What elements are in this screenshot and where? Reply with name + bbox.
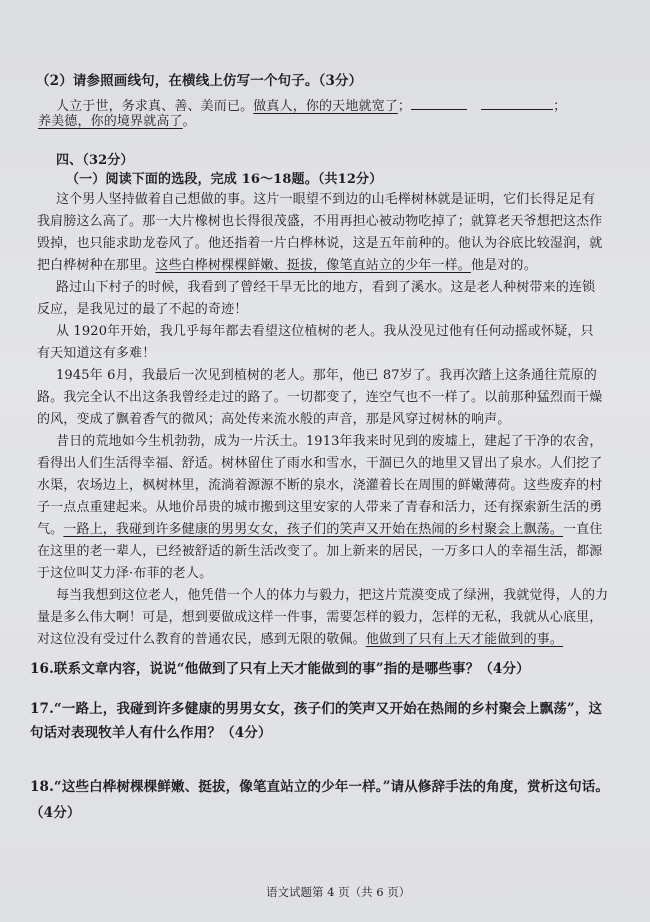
passage-line-6: 反应，是我见过的最了不起的奇迹！ <box>37 302 248 317</box>
section-sub-heading: （一）阅读下面的选段，完成 16～18题。（共12分） <box>66 172 383 187</box>
passage-line-16-start: 气。 <box>37 522 64 537</box>
q2-end-2: 。 <box>182 114 196 129</box>
passage-line-12: 昔日的荒地如今生机勃勃，成为一片沃土。1913年我来时见到的废墟上，建起了干净的农舍， <box>56 434 603 449</box>
question-17-line-2: 句话对表现牧羊人有什么作用？（4分） <box>30 725 272 741</box>
passage-line-15: 子一点点重建起来。从地价昂贵的城市搬到这里安家的人带来了青春和活力，还有探索新生活的勇 <box>37 500 603 515</box>
passage-line-21 <box>37 631 563 649</box>
passage-line-4-end: 他是对的。 <box>470 258 537 273</box>
passage-line-19: 每当我想到这位老人，他凭借一个人的体力与毅力，把这片荒漠变成了绿洲，我就觉得，人的力 <box>56 588 609 603</box>
passage-line-2: 我肩膀这么高了。那一大片橡树也长得很茂盛，不用再担心被动物吃掉了；就算老天爷想把这杰作 <box>37 214 603 229</box>
question-17-line-1: 17.“一路上，我碰到许多健康的男男女女，孩子们的笑声又开始在热闹的乡村聚会上飘荡”，这 <box>30 701 603 717</box>
heaven-sentence: 他做到了只有上天才能做到的事。 <box>365 632 564 647</box>
question-16: 16.联系文章内容，说说“他做到了只有上天才能做到的事”指的是哪些事？（4分） <box>30 661 530 677</box>
passage-line-9: 1945年 6月，我最后一次见到植树的老人。那年，他已 87岁了。我再次踏上这条通往荒原的 <box>56 368 597 383</box>
q2-line1-start: 人立于世，务求真、善、美而已。 <box>56 99 254 114</box>
passage-line-20: 量是多么伟大啊！可是，想到要做成这样一件事，需要怎样的毅力，怎样的无私，我就从心底里， <box>37 610 603 625</box>
passage-line-7: 从 1920年开始，我几乎每年都去看望这位植树的老人。我从没见过他有任何动摇或怀疑，只 <box>56 324 594 339</box>
passage-line-5: 路过山下村子的时候，我看到了曾经干旱无比的地方，看到了溪水。这是老人种树带来的连锁 <box>56 280 596 295</box>
question-18-line-2: （4分） <box>30 805 81 821</box>
passage-line-13: 看得出人们生活得幸福、舒适。树林留住了雨水和雪水，干涸已久的地里又冒出了泉水。人们挖了 <box>37 456 603 471</box>
passage-line-16-end: 一直住 <box>563 522 603 537</box>
passage-line-3: 毁掉，也只能求助龙卷风了。他还指着一片白桦林说，这是五年前种的。他认为谷底比较湿润，就 <box>37 236 603 251</box>
passage-line-1: 这个男人坚持做着自己想做的事。这片一眼望不到边的山毛榉树林就是证明，它们长得足足有 <box>56 192 596 207</box>
road-sentence: 一路上，我碰到许多健康的男男女女，孩子们的笑声又开始在热闹的乡村聚会上飘荡。 <box>63 522 564 537</box>
q2-end-1: ； <box>553 99 567 114</box>
passage-line-14: 水渠，农场边上，枫树林里，流淌着源源不断的泉水，浇灌着长在周围的鲜嫩薄荷。这些废弃的村 <box>37 478 603 493</box>
q2-blank-1[interactable] <box>411 96 467 110</box>
q2-instruction: （2）请参照画线句，在横线上仿写一个句子。（3分） <box>36 73 363 89</box>
passage-line-21-start: 对这位没有受过什么教育的普通农民，感到无限的敬佩。 <box>37 632 366 647</box>
q2-model-sentence-2: 养美德，你的境界就高了 <box>38 114 183 129</box>
passage-line-17: 在这里的老一辈人，已经被舒适的新生活改变了。加上新来的居民，一万多口人的幸福生活，都源 <box>37 544 603 559</box>
passage-line-18: 于这位叫艾力泽·布菲的老人。 <box>37 566 213 581</box>
section-heading: 四、（32分） <box>56 153 134 168</box>
q2-model-sentence-1: 做真人，你的天地就宽了 <box>253 99 398 114</box>
question-18-line-1: 18.“这些白桦树棵棵鲜嫩、挺拔，像笔直站立的少年一样。”请从修辞手法的角度，赏析这句话。 <box>30 779 610 795</box>
page-footer: 语文试题第 4 页（共 6 页） <box>266 885 411 899</box>
q2-line2 <box>38 113 196 131</box>
birch-sentence: 这些白桦树棵棵鲜嫩、挺拔，像笔直站立的少年一样。 <box>155 258 471 273</box>
passage-line-8: 有天知道这有多难！ <box>37 346 156 361</box>
q2-blank-3[interactable] <box>481 96 553 110</box>
passage-line-11: 的风，变成了飘着香气的微风；高处传来流水般的声音，那是风穿过树林的响声。 <box>37 412 511 427</box>
passage-line-4-start: 把白桦树种在那里。 <box>37 258 156 273</box>
passage-line-10: 路。我完全认不出这条我曾经走过的路了。一切都变了，连空气也不一样了。以前那种猛烈而干燥 <box>37 390 603 405</box>
passage-line-16 <box>37 521 602 539</box>
passage-line-4 <box>37 257 537 275</box>
q2-sep: ； <box>397 99 412 114</box>
